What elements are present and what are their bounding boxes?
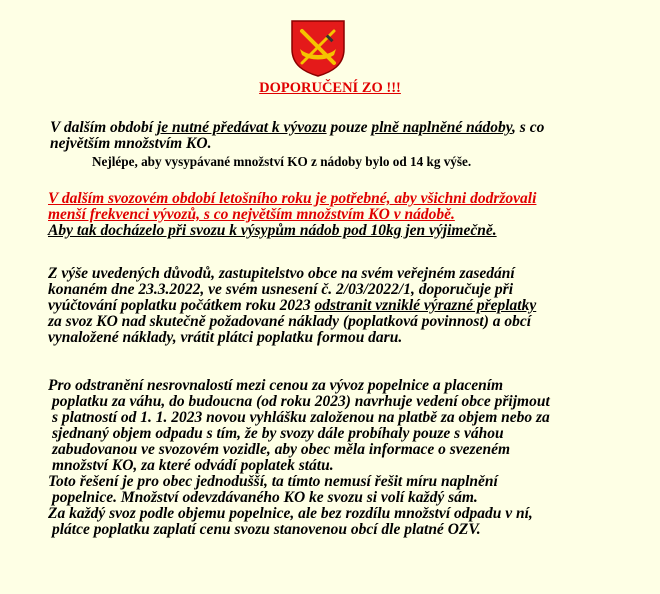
- text-line: sjednaný objem odpadu s tím, že by svozy dále probíhaly pouze s váhou: [52, 425, 504, 442]
- text-line: Z výše uvedených důvodů, zastupitelstvo obce na svém veřejném zasedání: [48, 265, 515, 282]
- text-line: konaném dne 23.3.2022, ve svém usnesení č. 2/03/2022/1, doporučuje při: [48, 281, 513, 298]
- page-title: DOPORUČENÍ ZO !!!: [259, 80, 401, 96]
- text-line: za svoz KO nad skutečně požadované náklady (poplatková povinnost) a obcí: [48, 313, 532, 330]
- paragraph-new-regulation: [48, 378, 618, 538]
- text-red: menší frekvenci vývozů, s co největším množstvím KO v nádobě.: [48, 206, 455, 223]
- text-line: vynaložené náklady, vrátit plátci poplatku formou daru.: [48, 329, 403, 346]
- text-line: největším množstvím KO.: [50, 135, 212, 152]
- text-underlined: odstranit vzniklé výrazné přeplatky: [314, 297, 537, 314]
- text: , s co: [512, 119, 545, 136]
- text-line: zabudovanou ve svozovém vozidle, aby obec měla informace o svezeném: [52, 441, 511, 458]
- text-line: poplatku za váhu, do budoucna (od roku 2023) navrhuje vedení obce přijmout: [52, 393, 550, 410]
- text-underlined: Aby tak docházelo při svozu k výsypům nádob pod 10kg jen výjimečně.: [48, 222, 497, 239]
- text-line: popelnice. Množství odevzdávaného KO ke svozu si volí každý sám.: [52, 489, 478, 506]
- text-line: Za každý svoz podle objemu popelnice, ale bez rozdílu množství odpadu v ní,: [48, 505, 533, 522]
- text: vyúčtování poplatku počátkem roku 2023: [48, 297, 315, 314]
- text-underlined: je nutné předávat k vývozu: [156, 119, 327, 136]
- text-underlined: plně naplněné nádoby: [371, 119, 513, 136]
- text-line: plátce poplatku zaplatí cenu svozu stanovenou obcí dle platné OZV.: [52, 521, 481, 538]
- paragraph-recommended-weight: Nejlépe, aby vysypávané množství KO z nádoby bylo od 14 kg výše.: [92, 154, 472, 169]
- paragraph-deliver-full-bins: [50, 120, 610, 152]
- text-line: Toto řešení je pro obec jednodušší, ta tímto nemusí řešit míru naplnění: [48, 473, 498, 490]
- text: V dalším období: [50, 119, 157, 136]
- text-line: Pro odstranění nesrovnalostí mezi cenou za vývoz popelnice a placením: [48, 377, 504, 394]
- paragraph-collection-frequency: [48, 191, 628, 239]
- coat-of-arms-icon: [288, 19, 348, 77]
- text-line: s platností od 1. 1. 2023 novou vyhlášku založenou na platbě za objem nebo za: [52, 409, 550, 426]
- text-line: množství KO, za které odvádí poplatek státu.: [52, 457, 334, 474]
- paragraph-council-resolution: [48, 266, 618, 346]
- text: pouze: [326, 119, 372, 136]
- text-red: V dalším svozovém období letošního roku je potřebné, aby všichni dodržovali: [48, 190, 537, 207]
